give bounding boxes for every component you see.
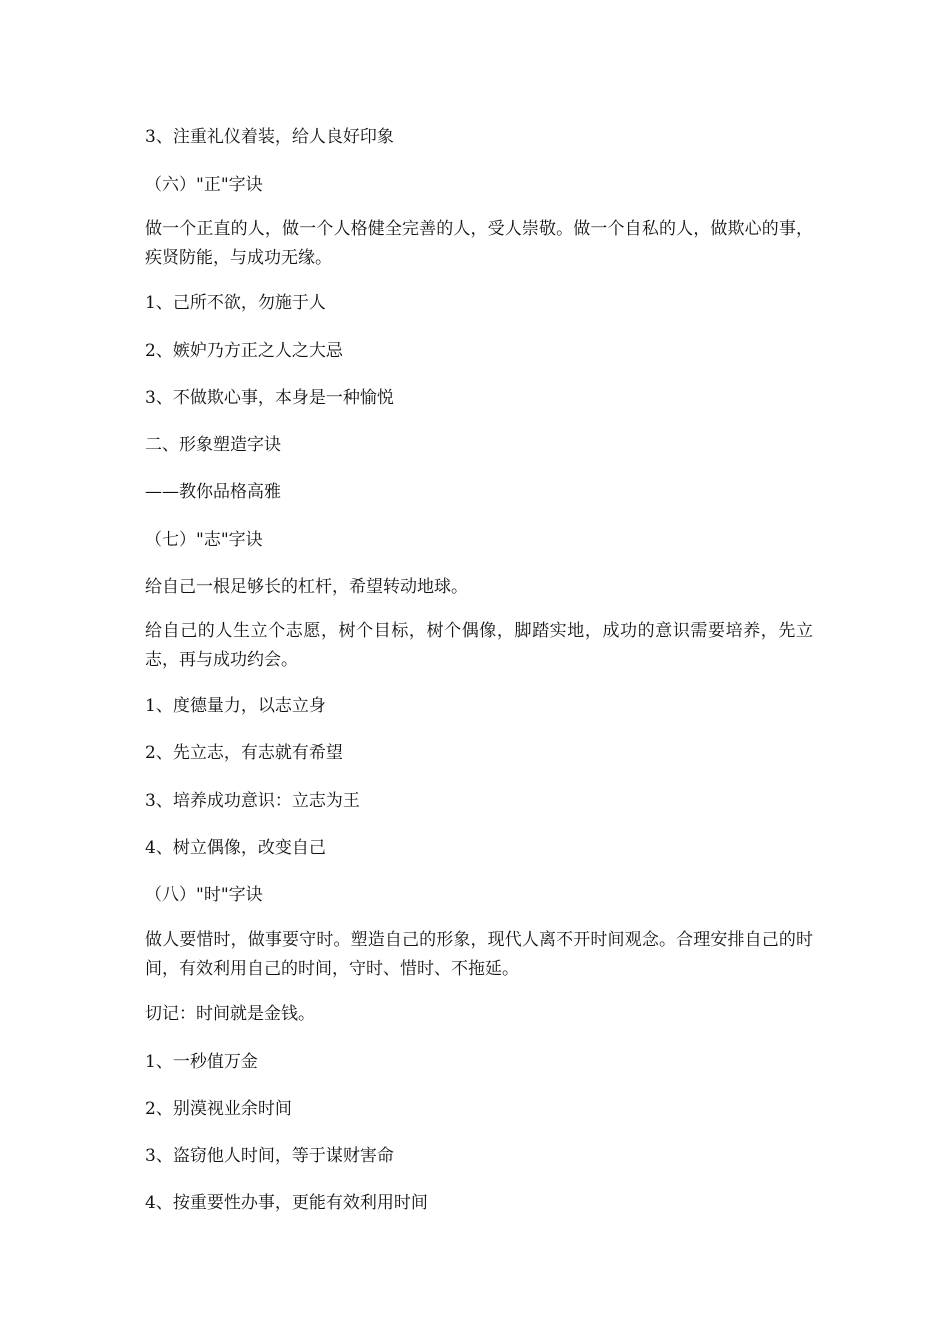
list-item: 1、一秒值万金 (145, 1052, 258, 1072)
list-item: 3、注重礼仪着装，给人良好印象 (145, 127, 394, 147)
paragraph: 做人要惜时，做事要守时。塑造自己的形象，现代人离不开时间观念。合理安排自己的时间，有效利用自己的时间，守时、惜时、不拖延。 (145, 930, 813, 979)
paragraph: 给自己的人生立个志愿，树个目标，树个偶像，脚踏实地，成功的意识需要培养，先立志，再与成功约会。 (145, 621, 813, 670)
section-heading: （八）"时"字诀 (145, 885, 263, 905)
list-item: 4、树立偶像，改变自己 (145, 838, 326, 858)
paragraph: 切记：时间就是金钱。 (145, 1004, 315, 1024)
list-item: 3、培养成功意识：立志为王 (145, 791, 360, 811)
subtitle: ——教你品格高雅 (145, 482, 281, 502)
list-item: 2、先立志，有志就有希望 (145, 743, 343, 763)
section-heading: （七）"志"字诀 (145, 530, 263, 550)
list-item: 3、盗窃他人时间，等于谋财害命 (145, 1146, 394, 1166)
section-heading: （六）"正"字诀 (145, 175, 263, 195)
paragraph: 给自己一根足够长的杠杆，希望转动地球。 (145, 577, 468, 597)
list-item: 2、嫉妒乃方正之人之大忌 (145, 341, 343, 361)
list-item: 1、度德量力，以志立身 (145, 696, 326, 716)
list-item: 2、别漠视业余时间 (145, 1099, 292, 1119)
chapter-heading: 二、形象塑造字诀 (145, 435, 281, 455)
list-item: 1、己所不欲，勿施于人 (145, 293, 326, 313)
list-item: 3、不做欺心事，本身是一种愉悦 (145, 388, 394, 408)
list-item: 4、按重要性办事，更能有效利用时间 (145, 1193, 428, 1213)
paragraph: 做一个正直的人，做一个人格健全完善的人，受人崇敬。做一个自私的人，做欺心的事，疾贤防能，与成功无缘。 (145, 219, 813, 268)
